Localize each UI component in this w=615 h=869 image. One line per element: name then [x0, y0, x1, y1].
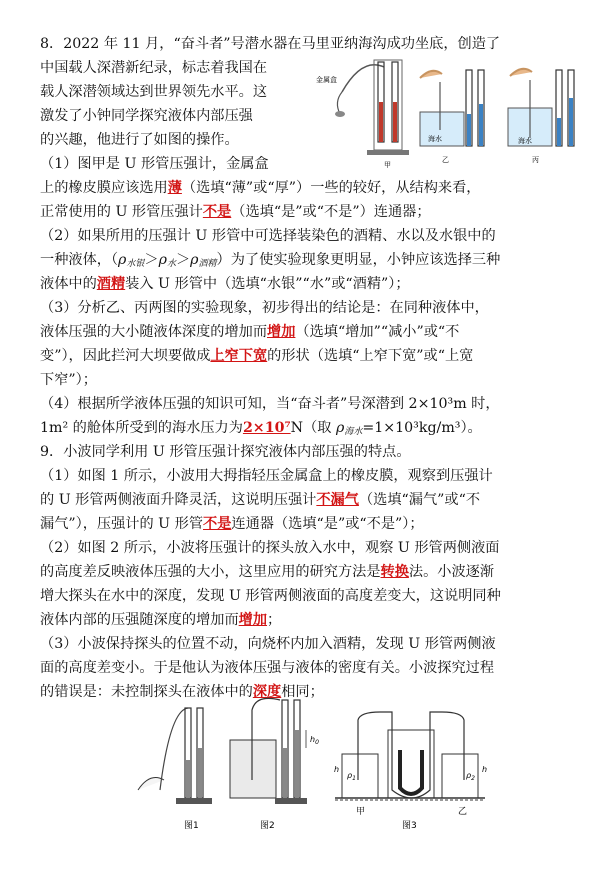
liquid-column: [379, 102, 383, 142]
q9-part3-line1: [40, 634, 496, 654]
q9-answer-depth: 深度: [252, 684, 282, 700]
q9-answer-no-leak: 不漏气: [316, 492, 359, 508]
q8-part1-line1: [40, 154, 269, 174]
h0-label: $h_0$: [310, 735, 319, 746]
q8-part4-b-post: =1×10³kg/m³）。: [362, 420, 482, 436]
q9-part3-line2: [40, 658, 494, 678]
q8-part1-line3: [40, 202, 431, 222]
gauge-base: [367, 150, 409, 155]
label-yi: 乙: [458, 807, 468, 817]
q8-stem-4: 激发了小钟同学探究液体内部压强: [40, 108, 253, 124]
q8-line1: [40, 34, 500, 54]
q8-stem-1: 8．2022 年 11 月，“奋斗者”号潜水器在马里亚纳海沟成功坐底，创造了: [40, 36, 501, 52]
rho-symbol: ρ: [335, 420, 345, 436]
q9-line1: [40, 442, 411, 462]
q8-part3-b-pre: 液体压强的大小随液体深度的增加而: [40, 324, 268, 340]
q8-part4-b-pre: 1m² 的舱体所受到的海水压力为: [40, 420, 243, 436]
rho2-label: $\rho_2$: [466, 771, 475, 782]
liquid-column: [186, 760, 190, 798]
q8-part4-a: （4）根据所学液体压强的知识可知，当“奋斗者”号深潜到 2×10³m 时，: [40, 396, 500, 412]
q9-part1-c-pre: 漏气”），压强计的 U 形管: [40, 516, 204, 532]
q8-line3: [40, 82, 267, 102]
gauge-base: [176, 798, 212, 804]
q9-part3-b: 面的高度差变小。于是他认为液体压强与液体的密度有关。小波探究过程: [40, 660, 495, 676]
q9-part3-c-pre: 的错误是：未控制探头在液体中的: [40, 684, 253, 700]
h-left-label: h: [334, 765, 340, 774]
density-subscript: 水: [166, 259, 176, 269]
beaker: [230, 740, 276, 798]
q9-part1-b-post: （选填“漏气”或“不: [358, 492, 481, 508]
h-right-label: h: [482, 765, 488, 774]
u-tube-liquid: [400, 750, 422, 794]
q9-part2-line2: [40, 562, 494, 582]
u-tube-assembly: [358, 712, 464, 798]
liquid-column: [569, 98, 573, 146]
q8-part2-c-post: 装入 U 形管中（选填“水银”“水”或“酒精”）；: [125, 276, 410, 292]
hand-icon: [420, 71, 442, 78]
q8-part1-b-pre: 上的橡皮膜应该选用: [40, 180, 168, 196]
q9-part2-line3: [40, 586, 501, 606]
rubber-tube: [160, 708, 188, 790]
q8-part3-c-post: 的形状（选填“上窄下宽”或“上宽: [267, 348, 474, 364]
q9-part1-c-post: 连通器（选填“是”或“不是”）；: [231, 516, 424, 532]
q8-part2-b-post: ）为了使实验现象更明显，小钟应该选择三种: [216, 252, 501, 268]
q9-part2-a: （2）如图 2 所示，小波将压强计的探头放入水中，观察 U 形管两侧液面: [40, 540, 500, 556]
q9-part2-b-post: 法。小波逐渐: [408, 564, 495, 580]
q8-part1-c-post: （选填“是”或“不是”）连通器；: [231, 204, 431, 220]
q8-part2-line1: [40, 226, 496, 246]
liquid-column: [283, 748, 287, 798]
q8-part3-line3: [40, 346, 473, 366]
figure-pressure-gauges-top: [312, 52, 580, 172]
figure-1: [138, 708, 212, 831]
q8-answer-shape: 上窄下宽: [210, 348, 268, 364]
q9-answer-increase: 增加: [238, 612, 268, 628]
q9-part3-c-post: 相同；: [281, 684, 324, 700]
q8-part1-b-post: （选填“薄”或“厚”）一些的较好，从结构来看，: [181, 180, 481, 196]
q8-part2-line2: [40, 250, 500, 274]
q8-line4: [40, 106, 253, 126]
rho-symbol: ρ: [118, 252, 127, 268]
q8-part3-line2: [40, 322, 459, 342]
label-bing: 丙: [532, 156, 539, 164]
q8-part4-line2: [40, 418, 482, 442]
liquid-column: [467, 114, 471, 146]
seawater-label: 海水: [518, 137, 532, 145]
rubber-tube: [337, 92, 342, 114]
q9-part1-line3: [40, 514, 424, 534]
label-yi: 乙: [442, 156, 449, 164]
q9-part1-b-pre: 的 U 形管两侧液面升降灵活，这说明压强计: [40, 492, 317, 508]
q8-stem-3: 载人深潜领域达到世界领先水平。这: [40, 84, 268, 100]
q8-part2-b-pre: 一种液体，（: [40, 252, 119, 268]
liquid-column: [393, 102, 397, 142]
q9-part1-line2: [40, 490, 480, 510]
q8-part1-c-pre: 正常使用的 U 形管压强计: [40, 204, 203, 220]
rho-symbol: ρ: [190, 252, 199, 268]
seawater-label: 海水: [428, 135, 442, 143]
q9-part3-a: （3）小波保持探头的位置不动，向烧杯内加入酒精，发现 U 形管两侧液: [40, 636, 496, 652]
hand-icon: [510, 69, 532, 76]
q8-part3-a: （3）分析乙、丙两图的实验现象，初步得出的结论是：在同种液体中，: [40, 300, 489, 316]
q9-part2-line4: [40, 610, 281, 630]
q8-line5: [40, 130, 239, 150]
q8-answer-thin: 薄: [167, 180, 182, 196]
beaker: [420, 112, 464, 146]
q8-part3-line4: [40, 370, 97, 390]
gauge-yi: [420, 70, 484, 164]
label-jia: 甲: [356, 807, 366, 817]
density-subscript: 海水: [344, 427, 363, 437]
rho1-label: $\rho_1$: [347, 771, 356, 782]
q8-part3-c-pre: 变”），因此拦河大坝要做成: [40, 348, 211, 364]
q8-part4-b-mid: N（取: [290, 420, 336, 436]
q9-part1-line1: [40, 466, 493, 486]
q9-part2-b-pre: 的高度差反映液体压强的大小，这里应用的研究方法是: [40, 564, 381, 580]
q9-answer-conversion: 转换: [380, 564, 409, 580]
q8-stem-2: 中国载人深潜新纪录，标志着我国在: [40, 60, 268, 76]
figure-2-caption: 图2: [260, 821, 275, 831]
q9-part2-c: 增大探头在水中的深度，发现 U 形管两侧液面的高度差变大，这说明同种: [40, 588, 501, 604]
figure-pressure-gauges-bottom: [130, 690, 490, 850]
q8-answer-force: 2×10⁷: [242, 420, 291, 436]
greater-than: ＞: [175, 252, 191, 268]
q8-line2: [40, 58, 267, 78]
q8-answer-increase: 增加: [267, 324, 296, 340]
q9-answer-not-connected: 不是: [203, 516, 232, 532]
q8-part2-a: （2）如果所用的压强计 U 形管中可选择装染色的酒精、水以及水银中的: [40, 228, 496, 244]
q9-part1-a: （1）如图 1 所示，小波用大拇指轻压金属盒上的橡皮膜，观察到压强计: [40, 468, 493, 484]
greater-than: ＞: [144, 252, 159, 268]
figure-1-caption: 图1: [184, 821, 199, 831]
liquid-column: [557, 118, 561, 146]
q9-part2-d-pre: 液体内部的压强随深度的增加而: [40, 612, 239, 628]
label-jia: 甲: [384, 161, 391, 169]
q8-part3-b-post: （选填“增加”“减小”或“不: [295, 324, 460, 340]
figure-3-caption: 图3: [402, 821, 417, 831]
q8-part1-line2: [40, 178, 480, 198]
figure-2: [230, 698, 319, 831]
gauge-base: [275, 798, 307, 804]
metal-box-icon: [335, 111, 345, 117]
figure-3: [334, 712, 487, 831]
q8-part2-line3: [40, 274, 410, 294]
q8-part2-c-pre: 液体中的: [40, 276, 97, 292]
density-subscript: 酒精: [198, 259, 217, 269]
gauge-bing: [508, 69, 574, 164]
q9-stem: 9．小波同学利用 U 形管压强计探究液体内部压强的特点。: [40, 444, 411, 460]
q8-answer-alcohol: 酒精: [96, 276, 126, 292]
q8-part3-d: 下窄”）；: [40, 372, 97, 388]
liquid-column: [479, 104, 483, 146]
q9-part2-line1: [40, 538, 500, 558]
q8-part4-line1: [40, 394, 500, 414]
liquid-column: [295, 730, 299, 798]
q8-answer-not-connected: 不是: [202, 204, 232, 220]
q8-stem-5: 的兴趣，他进行了如图的操作。: [40, 132, 239, 148]
gauge-board: [388, 730, 434, 798]
q8-part1-a: （1）图甲是 U 形管压强计，金属盒: [40, 156, 269, 172]
q8-part3-line1: [40, 298, 489, 318]
liquid-column: [198, 748, 202, 798]
q9-part2-d-post: ；: [267, 612, 282, 628]
rho-symbol: ρ: [158, 252, 167, 268]
gauge-jia: [316, 60, 409, 169]
metal-box-label: 金属盒: [316, 76, 337, 84]
density-subscript: 水银: [126, 259, 145, 269]
